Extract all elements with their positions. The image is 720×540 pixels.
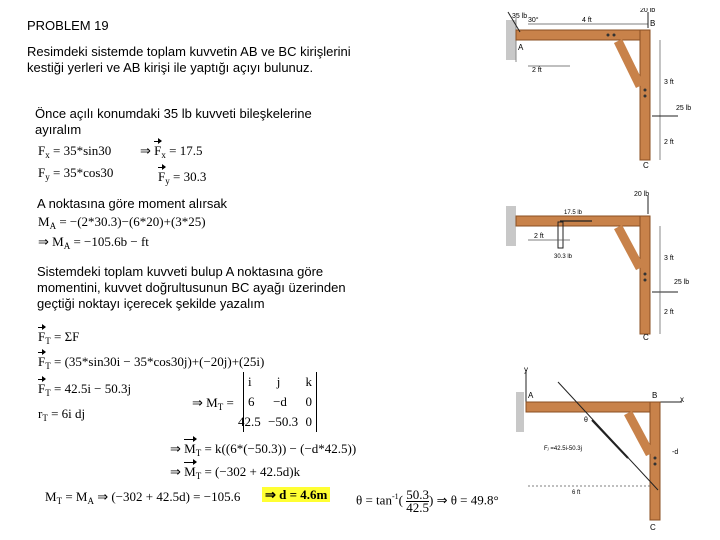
beam-ab <box>516 30 650 40</box>
ft-value: $F_T = 42.5i - 50.3j$ <box>38 381 132 398</box>
fy-equation: $F_y = 35*\cos 30$ <box>38 165 114 182</box>
fig3-label-c: C <box>650 523 656 532</box>
beam-ab-3 <box>526 402 660 412</box>
det-i: i <box>248 374 252 389</box>
theta-den: 42.5 <box>406 500 429 515</box>
problem-statement: Resimdeki sistemde toplam kuvvetin AB ve BC kirişlerini kestiği yerleri ve AB kirişi ile yaptığı açıyı bulunuz. <box>27 44 351 75</box>
wall-hatch-3 <box>516 392 524 432</box>
fig1-label-a: A <box>518 43 524 52</box>
fig3-axis-y: y <box>524 365 528 374</box>
fig1-len2: 2 ft <box>532 67 542 74</box>
fig3-six-ft: 6 ft <box>572 490 581 496</box>
theta-num: 50.3 <box>406 487 429 502</box>
moment-a-eq: $M_A = -(2*30.3)-(6*20)+(3*25)$ <box>38 214 206 231</box>
wall-hatch <box>506 20 516 60</box>
det-r1c2: −d <box>273 394 287 409</box>
fx-result: ⇒ $F_x = 17.5$ <box>140 143 203 160</box>
fig2-fx: 17.5 lb <box>564 210 583 216</box>
figure-1-frame <box>500 8 710 168</box>
brace-3 <box>628 413 650 454</box>
fig3-label-b: B <box>652 391 658 400</box>
problem-title: PROBLEM 19 <box>27 18 109 33</box>
det-r2c3: 0 <box>305 414 312 429</box>
determinant-matrix <box>238 372 317 432</box>
det-r1c1: 6 <box>248 394 255 409</box>
fig2-f25: 25 lb <box>674 279 690 286</box>
fig1-len2b: 2 ft <box>664 139 674 146</box>
fig1-f35: 35 lb <box>512 13 528 20</box>
det-r1c3: 0 <box>305 394 312 409</box>
fig2-f20: 20 lb <box>634 191 650 198</box>
fx-equation: $F_x = 35*\sin 30$ <box>38 143 112 160</box>
step3-text: Sistemdeki toplam kuvveti bulup A noktasına göre momentini, kuvvet doğrultusunun BC ayağı üzerinden geçtiği noktayı içerecek şekilde yazalım <box>37 264 346 311</box>
fig1-f25: 25 lb <box>676 105 692 112</box>
fy-result: $F_y = 30.3$ <box>158 169 207 186</box>
total-force-arrow <box>592 420 628 458</box>
theta-equation: $\theta = \tan^{-1}$( $\frac{50.3}{42.5}$ ) ⇒ θ = 49.8° <box>356 487 499 515</box>
mt-expand: ⇒ $M_T = k((6*(-50.3)) - (-d*42.5))$ <box>170 441 357 458</box>
det-r2c1: 42.5 <box>238 414 261 429</box>
fig3-d: -d <box>672 449 679 456</box>
fig3-label-a: A <box>528 391 534 400</box>
fig1-label-c: C <box>643 161 649 168</box>
det-k: k <box>305 374 312 389</box>
step1-text: Önce açılı konumdaki 35 lb kuvveti bileşkelerine ayıralım <box>35 106 312 137</box>
fig3-axis-x: x <box>680 395 684 404</box>
figure-3-frame <box>512 362 712 534</box>
fig2-len2: 2 ft <box>534 233 544 240</box>
fig2-len2b: 2 ft <box>664 309 674 316</box>
step2-text: A noktasına göre moment alırsak <box>37 196 228 211</box>
det-j: j <box>276 374 281 389</box>
fig1-angle: 30° <box>528 17 539 24</box>
fig3-theta: θ <box>584 417 588 424</box>
column-bc-3 <box>650 402 660 520</box>
fig1-label-b: B <box>650 19 656 28</box>
mt-simplified: ⇒ $M_T = (-302 + 42.5d)k$ <box>170 464 301 481</box>
fig1-len3: 3 ft <box>664 79 674 86</box>
brace <box>618 41 640 86</box>
wall-hatch-2 <box>506 206 516 246</box>
fig2-label-c: C <box>643 333 649 342</box>
rt-value: $r_T = 6i$ dj <box>38 406 86 423</box>
figure-2-frame <box>500 188 710 343</box>
fig1-f20: 20 lb <box>640 8 656 14</box>
fig3-force-label: Fⱼ =42.5i-50.3j <box>544 446 582 452</box>
final-answer: ⇒ d = 4.6m <box>262 487 330 502</box>
fig1-len4: 4 ft <box>582 17 592 24</box>
ft-expand: $F_T = (35*\sin 30i - 35*\cos 30j)+(-20j)+(25i)$ <box>38 354 265 371</box>
fig2-fy: 30.3 lb <box>554 254 573 260</box>
ft-sum: $F_T = \Sigma F$ <box>38 329 80 346</box>
brace-2 <box>618 227 640 268</box>
det-r2c2: −50.3 <box>268 414 299 429</box>
moment-a-result: ⇒ $M_A = -105.6b$ − ft <box>38 234 149 251</box>
mt-determinant-label: ⇒ $M_T$ = <box>192 395 234 412</box>
fig2-len3: 3 ft <box>664 255 674 262</box>
final-equation: $M_T = M_A$ ⇒ (−302 + 42.5d) = −105.6 <box>45 489 241 506</box>
